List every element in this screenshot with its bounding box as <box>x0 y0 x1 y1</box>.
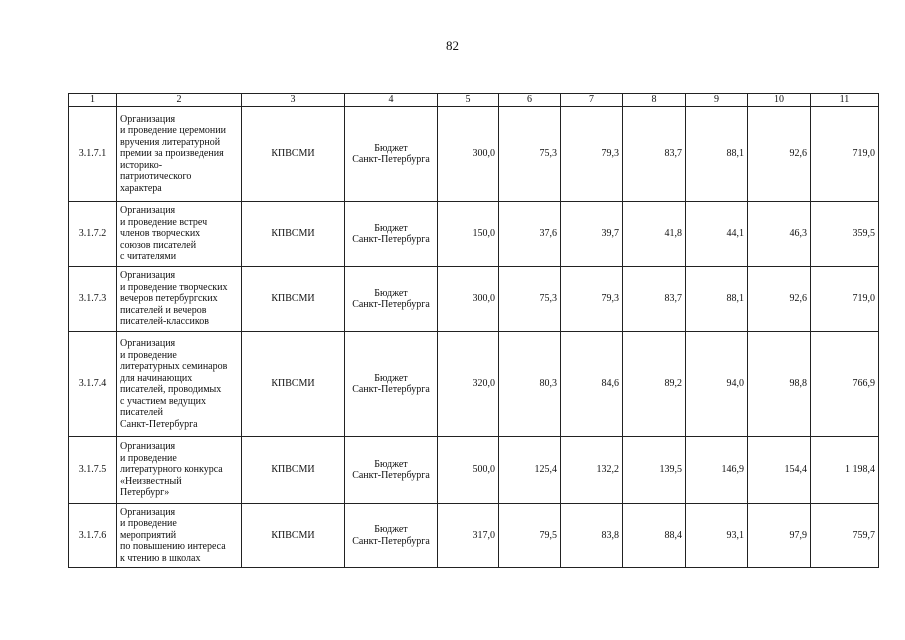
value-cell: 154,4 <box>748 437 811 504</box>
executor-cell: КПВСМИ <box>242 202 345 267</box>
row-number-cell: 3.1.7.4 <box>69 332 117 437</box>
value-cell: 46,3 <box>748 202 811 267</box>
value-cell: 41,8 <box>623 202 686 267</box>
column-header: 6 <box>499 94 561 107</box>
executor-cell: КПВСМИ <box>242 437 345 504</box>
column-header: 7 <box>561 94 623 107</box>
value-cell: 300,0 <box>438 107 499 202</box>
budget-table <box>68 93 879 568</box>
column-header: 5 <box>438 94 499 107</box>
value-cell: 88,1 <box>686 267 748 332</box>
table-row <box>69 107 879 202</box>
funding-source-cell: Бюджет Санкт-Петербурга <box>345 332 438 437</box>
value-cell: 150,0 <box>438 202 499 267</box>
total-value-cell: 1 198,4 <box>811 437 879 504</box>
value-cell: 79,3 <box>561 267 623 332</box>
value-cell: 83,7 <box>623 267 686 332</box>
total-value-cell: 359,5 <box>811 202 879 267</box>
column-number-header-row <box>69 94 879 107</box>
value-cell: 44,1 <box>686 202 748 267</box>
value-cell: 83,8 <box>561 504 623 568</box>
value-cell: 92,6 <box>748 107 811 202</box>
value-cell: 80,3 <box>499 332 561 437</box>
row-number-cell: 3.1.7.5 <box>69 437 117 504</box>
value-cell: 139,5 <box>623 437 686 504</box>
column-header: 10 <box>748 94 811 107</box>
page-number: 82 <box>446 38 459 53</box>
funding-source-cell: Бюджет Санкт-Петербурга <box>345 437 438 504</box>
value-cell: 39,7 <box>561 202 623 267</box>
value-cell: 320,0 <box>438 332 499 437</box>
executor-cell: КПВСМИ <box>242 332 345 437</box>
value-cell: 79,3 <box>561 107 623 202</box>
total-value-cell: 766,9 <box>811 332 879 437</box>
funding-source-cell: Бюджет Санкт-Петербурга <box>345 267 438 332</box>
column-header: 8 <box>623 94 686 107</box>
value-cell: 88,4 <box>623 504 686 568</box>
value-cell: 500,0 <box>438 437 499 504</box>
value-cell: 75,3 <box>499 267 561 332</box>
value-cell: 300,0 <box>438 267 499 332</box>
row-number-cell: 3.1.7.1 <box>69 107 117 202</box>
executor-cell: КПВСМИ <box>242 504 345 568</box>
value-cell: 146,9 <box>686 437 748 504</box>
event-name-cell: Организация и проведение литературного конкурса «Неизвестный Петербург» <box>117 437 242 504</box>
value-cell: 84,6 <box>561 332 623 437</box>
event-name-cell: Организация и проведение церемонии вручения литературной премии за произведения историко- патриотического характера <box>117 107 242 202</box>
event-name-cell: Организация и проведение встреч членов творческих союзов писателей с читателями <box>117 202 242 267</box>
column-header: 1 <box>69 94 117 107</box>
funding-source-cell: Бюджет Санкт-Петербурга <box>345 107 438 202</box>
event-name-cell: Организация и проведение литературных семинаров для начинающих писателей, проводимых с участием ведущих писателей Санкт-Петербурга <box>117 332 242 437</box>
executor-cell: КПВСМИ <box>242 107 345 202</box>
event-name-cell: Организация и проведение мероприятий по повышению интереса к чтению в школах <box>117 504 242 568</box>
value-cell: 79,5 <box>499 504 561 568</box>
value-cell: 75,3 <box>499 107 561 202</box>
funding-source-cell: Бюджет Санкт-Петербурга <box>345 202 438 267</box>
value-cell: 89,2 <box>623 332 686 437</box>
value-cell: 37,6 <box>499 202 561 267</box>
table-row <box>69 332 879 437</box>
column-header: 9 <box>686 94 748 107</box>
table-row <box>69 202 879 267</box>
row-number-cell: 3.1.7.3 <box>69 267 117 332</box>
column-header: 11 <box>811 94 879 107</box>
event-name-cell: Организация и проведение творческих вечеров петербургских писателей и вечеров писателей-классиков <box>117 267 242 332</box>
total-value-cell: 719,0 <box>811 107 879 202</box>
value-cell: 98,8 <box>748 332 811 437</box>
row-number-cell: 3.1.7.6 <box>69 504 117 568</box>
total-value-cell: 759,7 <box>811 504 879 568</box>
column-header: 3 <box>242 94 345 107</box>
value-cell: 132,2 <box>561 437 623 504</box>
value-cell: 88,1 <box>686 107 748 202</box>
column-header: 2 <box>117 94 242 107</box>
value-cell: 97,9 <box>748 504 811 568</box>
executor-cell: КПВСМИ <box>242 267 345 332</box>
value-cell: 125,4 <box>499 437 561 504</box>
table-row <box>69 437 879 504</box>
funding-source-cell: Бюджет Санкт-Петербурга <box>345 504 438 568</box>
value-cell: 317,0 <box>438 504 499 568</box>
value-cell: 83,7 <box>623 107 686 202</box>
value-cell: 94,0 <box>686 332 748 437</box>
value-cell: 93,1 <box>686 504 748 568</box>
table-row <box>69 504 879 568</box>
row-number-cell: 3.1.7.2 <box>69 202 117 267</box>
table-row <box>69 267 879 332</box>
total-value-cell: 719,0 <box>811 267 879 332</box>
value-cell: 92,6 <box>748 267 811 332</box>
column-header: 4 <box>345 94 438 107</box>
